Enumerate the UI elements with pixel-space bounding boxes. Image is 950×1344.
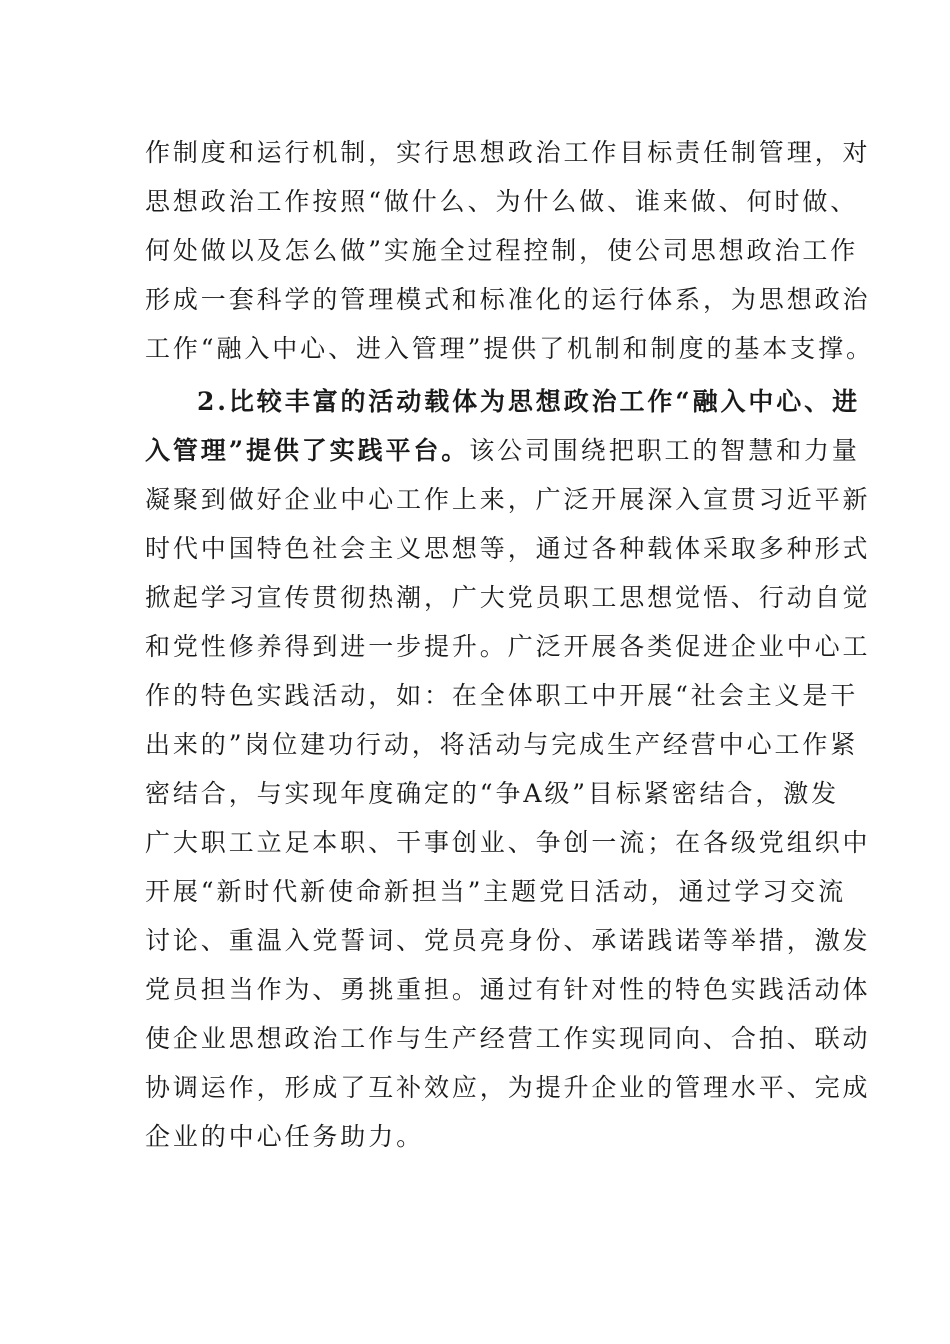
paragraph-line: 掀起学习宣传贯彻热潮，广大党员职工思想觉悟、行动自觉 — [145, 583, 871, 612]
paragraph-line: 企业的中心任务助力。 — [145, 1122, 425, 1151]
paragraph-line: 何处做以及怎么做”实施全过程控制，使公司思想政治工作 — [145, 236, 859, 265]
paragraph-line: 作制度和运行机制，实行思想政治工作目标责任制管理，对 — [145, 138, 871, 167]
paragraph-2 — [145, 377, 871, 1161]
paragraph-line: 讨论、重温入党誓词、党员亮身份、承诺践诺等举措，激发 — [145, 926, 871, 955]
paragraph-line — [145, 426, 860, 475]
paragraph-line: 作的特色实践活动，如：在全体职工中开展“社会主义是干 — [145, 681, 859, 710]
paragraph-line: 时代中国特色社会主义思想等，通过各种载体采取多种形式 — [145, 534, 871, 563]
paragraph-line: 协调运作，形成了互补效应，为提升企业的管理水平、完成 — [145, 1073, 871, 1102]
paragraph-line: 和党性修养得到进一步提升。广泛开展各类促进企业中心工 — [145, 632, 871, 661]
paragraph-line: 出来的”岗位建功行动，将活动与完成生产经营中心工作紧 — [145, 730, 859, 759]
section-heading-continued: 入管理”提供了实践平台。 — [145, 436, 470, 465]
paragraph-line: 工作“融入中心、进入管理”提供了机制和制度的基本支撑。 — [145, 334, 874, 363]
paragraph-line: 密结合，与实现年度确定的“争A级”目标紧密结合，激发 — [145, 779, 840, 808]
paragraph-line: 形成一套科学的管理模式和标准化的运行体系，为思想政治 — [145, 285, 871, 314]
paragraph-line: 党员担当作为、勇挑重担。通过有针对性的特色实践活动体 — [145, 975, 871, 1004]
paragraph-line: 使企业思想政治工作与生产经营工作实现同向、合拍、联动 — [145, 1024, 871, 1053]
paragraph-1 — [145, 128, 874, 373]
paragraph-line: 思想政治工作按照“做什么、为什么做、谁来做、何时做、 — [145, 187, 859, 216]
paragraph-line: 开展“新时代新使命新担当”主题党日活动，通过学习交流 — [145, 877, 846, 906]
section-heading: 2.比较丰富的活动载体为思想政治工作“融入中心、进 — [197, 387, 860, 416]
paragraph-line: 广大职工立足本职、干事创业、争创一流；在各级党组织中 — [145, 828, 871, 857]
paragraph-line: 凝聚到做好企业中心工作上来，广泛开展深入宣贯习近平新 — [145, 485, 871, 514]
paragraph-text: 该公司围绕把职工的智慧和力量 — [469, 436, 860, 465]
